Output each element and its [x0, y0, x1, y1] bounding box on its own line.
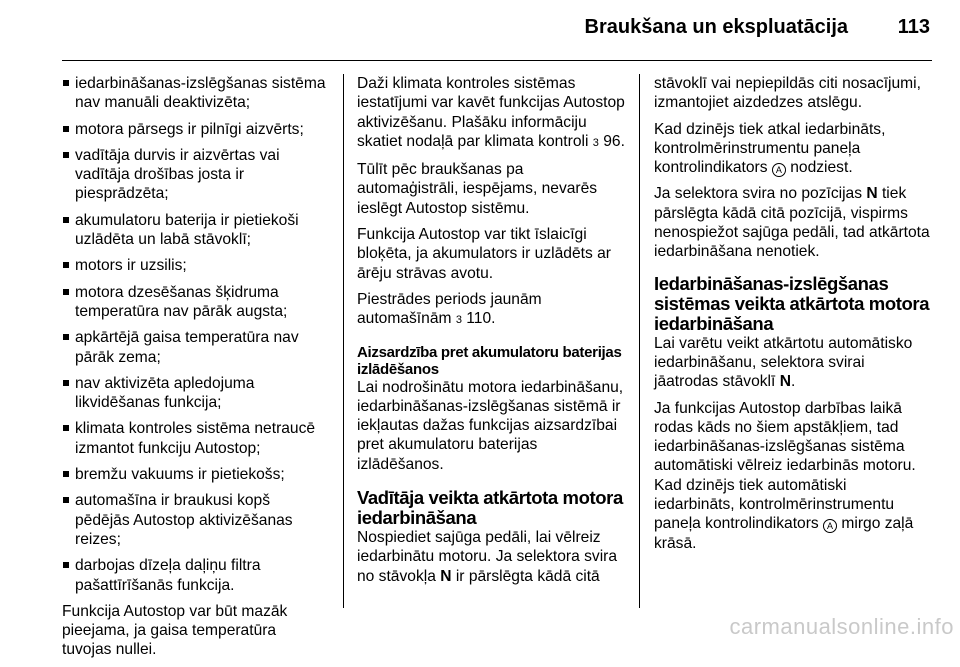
paragraph: Nospiediet sajūga pedāli, lai vēlreiz iedarbinātu motoru. Ja selektora svira no stāvokļa N ir pārslēgta kādā citā	[357, 529, 618, 585]
page-number: 113	[897, 16, 930, 38]
page-ref-icon: 3	[592, 136, 599, 149]
list-item: motors ir uzsilis;	[62, 256, 328, 275]
list-item: nav aktivizēta apledojuma likvidēšanas funkcija;	[62, 374, 328, 413]
page-header	[0, 0, 960, 58]
header-rule	[62, 60, 932, 61]
list-item: motora pārsegs ir pilnīgi aizvērts;	[62, 120, 328, 139]
list-item: darbojas dīzeļa daļiņu filtra pašattīrīšanās funkcija.	[62, 556, 328, 595]
paragraph: Funkcija Autostop var tikt īslaicīgi bloķēta, ja akumulators ir uzlādēts ar ārēju strāvas avotu.	[357, 226, 611, 282]
paragraph: Funkcija Autostop var būt mazāk pieejama, ja gaisa temperatūra tuvojas nullei.	[62, 602, 288, 659]
list-item: vadītāja durvis ir aizvērtas vai vadītāja drošības josta ir piesprādzēta;	[62, 146, 328, 204]
subheading: Aizsardzība pret akumulatoru baterijas izlādēšanos	[357, 343, 622, 378]
list-item: iedarbināšanas-izslēgšanas sistēma nav manuāli deaktivizēta;	[62, 74, 328, 113]
conditions-list	[62, 74, 328, 595]
list-item: automašīna ir braukusi kopš pēdējās Autostop aktivizēšanas reizes;	[62, 491, 328, 549]
page-ref-icon: 3	[455, 314, 462, 327]
list-item: akumulatoru baterija ir pietiekoši uzlādēta un labā stāvoklī;	[62, 211, 328, 250]
list-item: apkārtējā gaisa temperatūra nav pārāk zema;	[62, 328, 328, 367]
paragraph: Tūlīt pēc braukšanas pa automaģistrāli, iespējams, nevarēs ieslēgt Autostop sistēmu.	[357, 161, 598, 217]
section-heading: Iedarbināšanas-izslēgšanas sistēmas veikta atkārtota motora iedarbināšana	[654, 272, 930, 334]
column-divider	[343, 74, 344, 608]
watermark: carmanualsonline.info	[729, 614, 954, 639]
paragraph: Ja funkcijas Autostop darbības laikā rodas kāds no šiem apstākļiem, tad iedarbināšanas-izslēgšanas sistēma automātiski vēlreiz iedarbinās motoru. Kad dzinējs tiek automātiski iedarbināts, kontrolmērinstrumentu paneļa kontrolindikators A mirgo zaļā krāsā.	[654, 399, 916, 552]
section-heading: Vadītāja veikta atkārtota motora iedarbināšana	[357, 487, 623, 529]
column-divider	[639, 74, 640, 608]
section-title: Braukšana un ekspluatācija	[584, 16, 848, 38]
paragraph: Piestrādes periods jaunām automašīnām 3 110.	[357, 290, 542, 328]
paragraph: Ja selektora svira no pozīcijas N tiek pārslēgta kādā citā pozīcijā, vispirms nenospiežot sajūga pedāli, tad atkārtota iedarbināšana nenotiek.	[654, 185, 930, 261]
paragraph: Lai varētu veikt atkārtotu automātisko iedarbināšanu, selektora svirai jāatrodas stāvoklī N.	[654, 334, 913, 391]
list-item: klimata kontroles sistēma netraucē izmantot funkciju Autostop;	[62, 419, 328, 458]
paragraph: Lai nodrošinātu motora iedarbināšanu, iedarbināšanas-izslēgšanas sistēmā ir iekļautas dažas funkcijas aizsardzībai pret akumulatoru baterijas izlādēšanos.	[357, 378, 624, 473]
paragraph: Kad dzinējs tiek atkal iedarbināts, kontrolmērinstrumentu paneļa kontrolindikators A nodziest.	[654, 120, 886, 177]
list-item: bremžu vakuums ir pietiekošs;	[62, 465, 328, 484]
autostop-indicator-icon: A	[823, 519, 837, 533]
paragraph: Daži klimata kontroles sistēmas iestatījumi var kavēt funkcijas Autostop aktivizēšanu. Plašāku informāciju skatiet nodaļā par klimata kontroli 3 96.	[357, 75, 625, 150]
column-2	[357, 74, 625, 593]
autostop-indicator-icon: A	[772, 163, 786, 177]
column-1	[62, 74, 328, 667]
paragraph: stāvoklī vai nepiepildās citi nosacījumi, izmantojiet aizdedzes atslēgu.	[654, 75, 921, 112]
column-3	[654, 74, 930, 560]
list-item: motora dzesēšanas šķidruma temperatūra nav pārāk augsta;	[62, 283, 328, 322]
